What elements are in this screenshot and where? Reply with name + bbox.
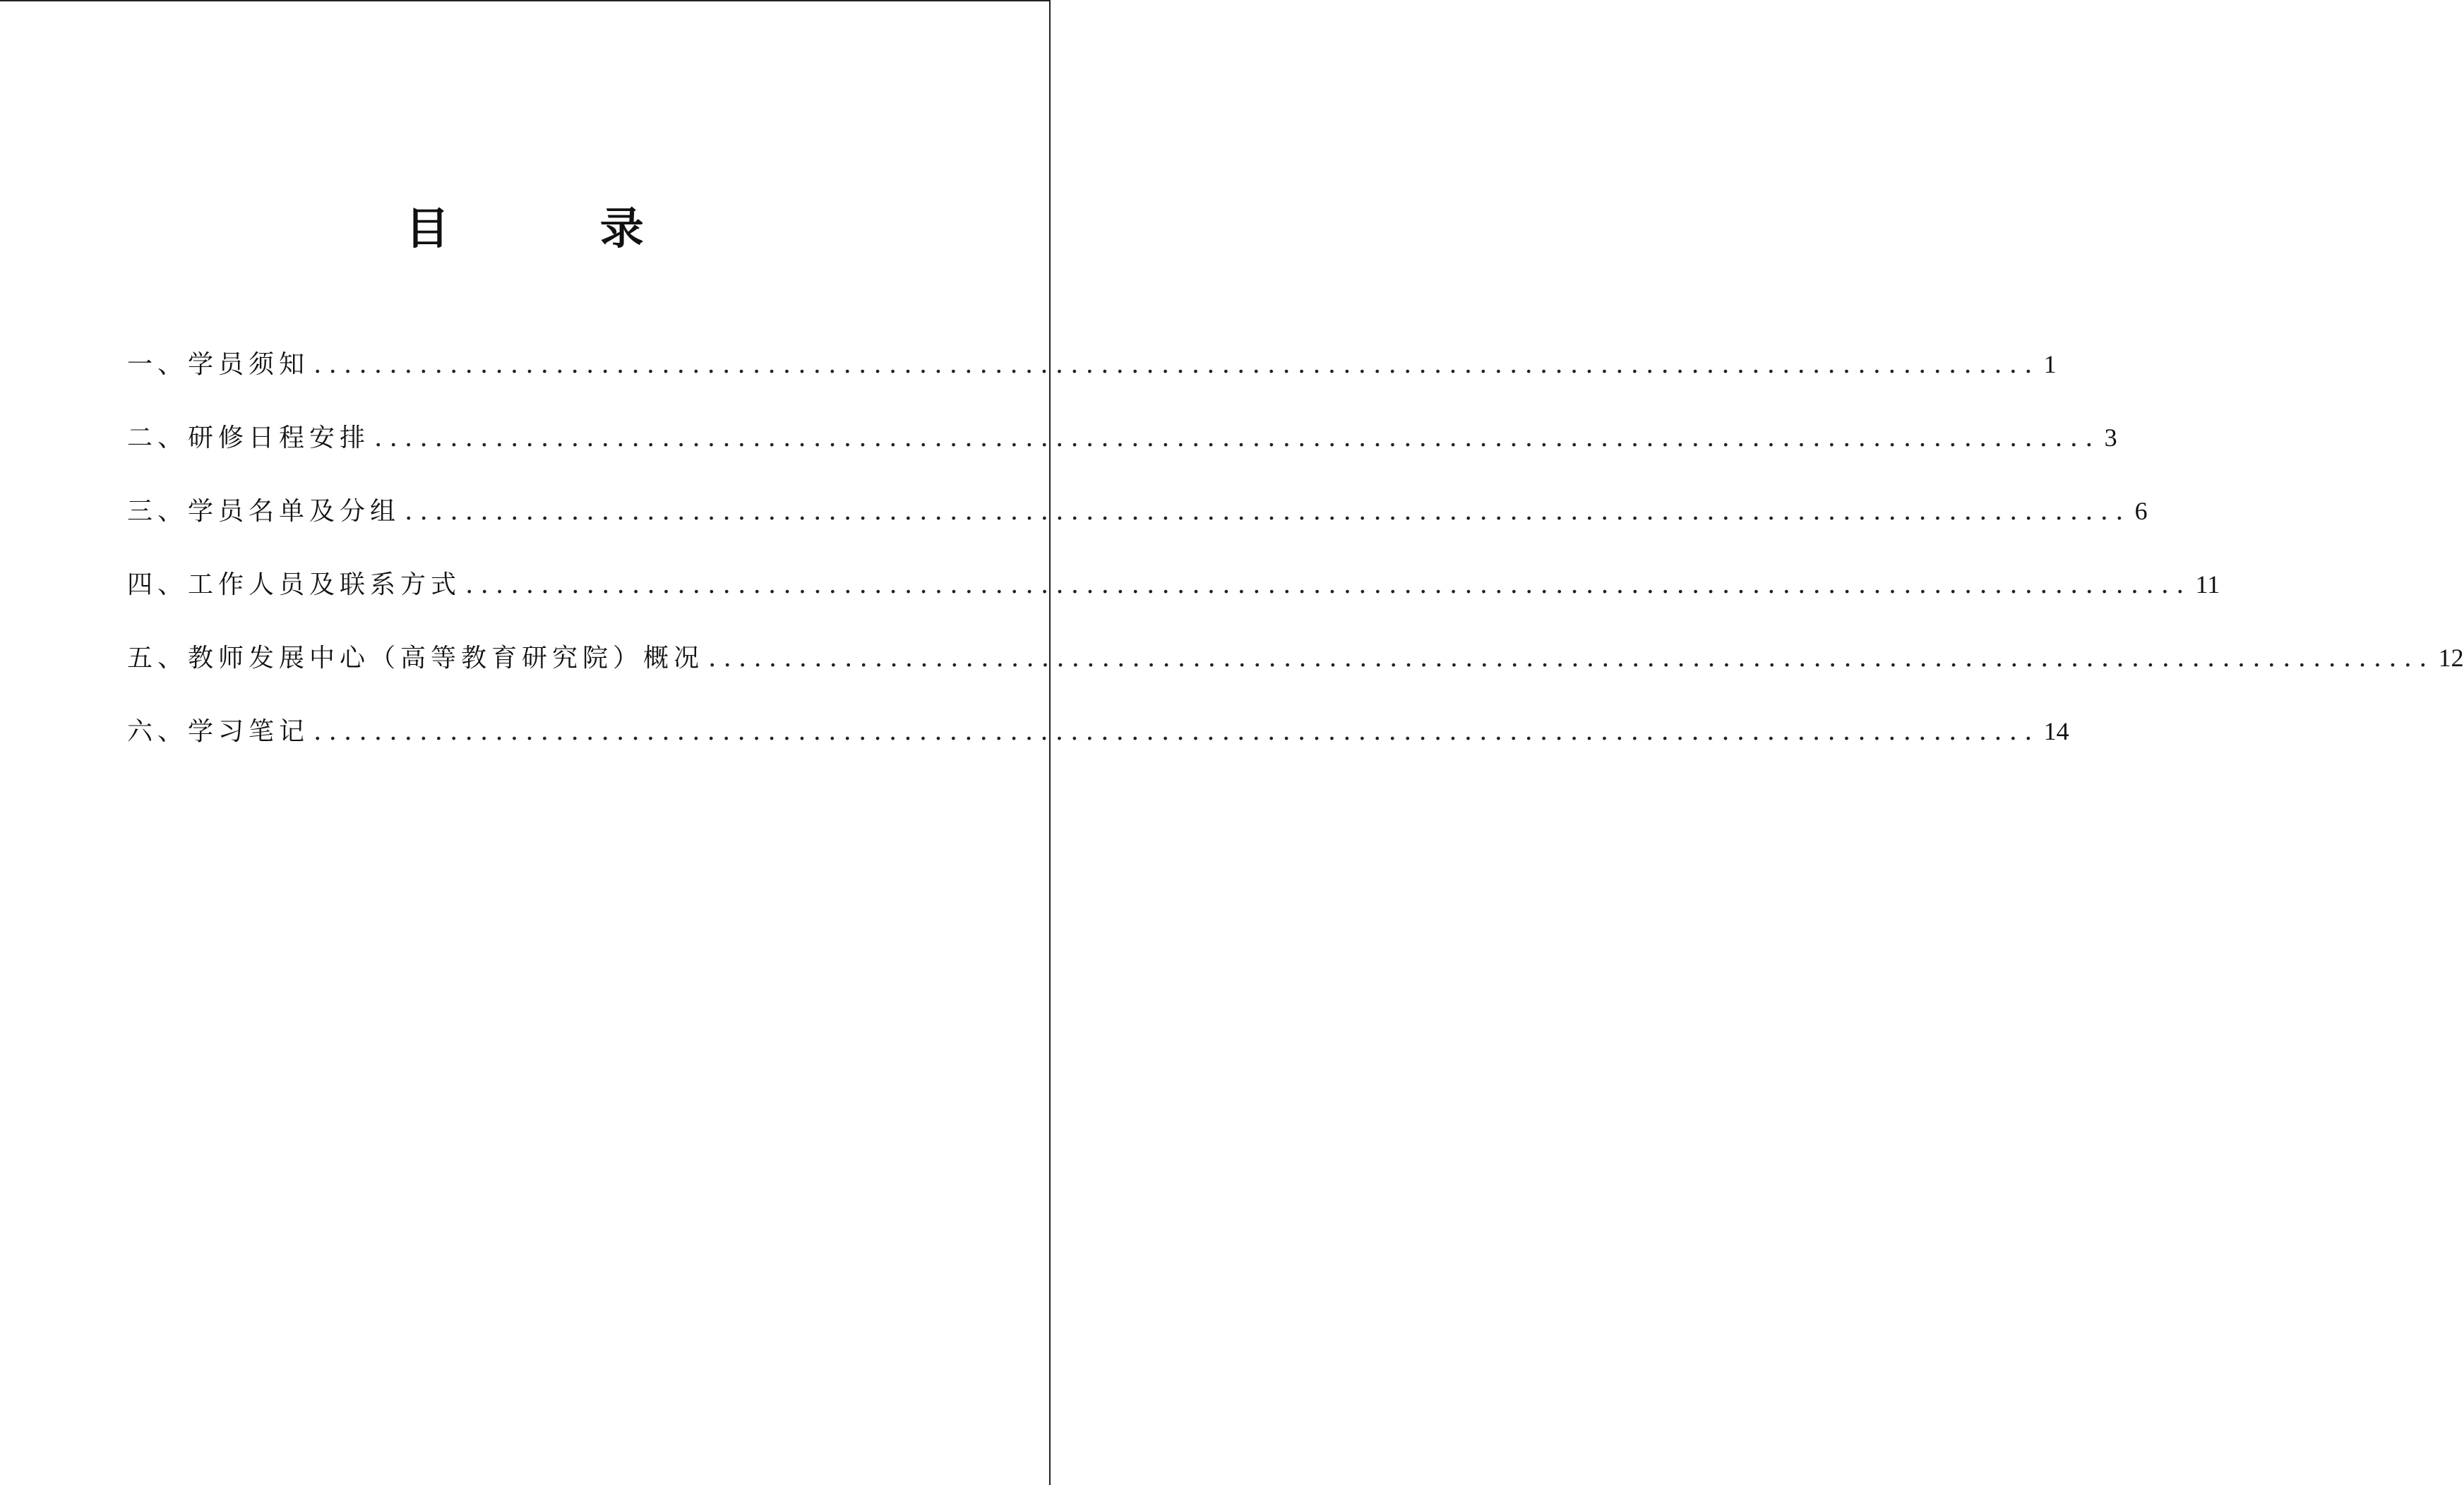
toc-entry-label: 一、学员须知: [127, 350, 310, 379]
toc-entry[interactable]: [127, 710, 2069, 783]
toc-entry-label: 五、教师发展中心（高等教育研究院）概况: [127, 644, 705, 673]
toc-entry[interactable]: [127, 343, 2057, 416]
toc-leader-dots: ..................................................................................................................: [405, 497, 2131, 526]
toc-entry-page-number: 1: [2043, 350, 2057, 378]
toc-entry-label: 三、学员名单及分组: [127, 497, 401, 526]
toc-entry[interactable]: [127, 563, 2220, 637]
toc-entry-label: 二、研修日程安排: [127, 423, 371, 452]
toc-leader-dots: ..................................................................................................................: [313, 717, 2040, 746]
toc-leader-dots: ..................................................................................................................: [374, 423, 2100, 452]
toc-entry-page-number: 14: [2043, 717, 2069, 745]
toc-leader-dots: ..................................................................................................................: [313, 350, 2040, 379]
toc-entry-page-number: 11: [2195, 570, 2220, 599]
toc-entry-page-number: 3: [2104, 423, 2117, 452]
toc-list: [127, 343, 2464, 783]
toc-entry[interactable]: [127, 637, 2464, 710]
toc-entry-label: 六、学习笔记: [127, 717, 310, 746]
toc-entry-page-number: 6: [2134, 497, 2148, 525]
toc-entry[interactable]: [127, 490, 2148, 563]
toc-entry-label: 四、工作人员及联系方式: [127, 570, 462, 599]
toc-title: 目 录: [405, 203, 712, 254]
toc-entry-page-number: 12: [2438, 644, 2464, 672]
toc-entry[interactable]: [127, 416, 2117, 490]
toc-leader-dots: ..................................................................................................................: [465, 570, 2191, 599]
toc-leader-dots: ..................................................................................................................: [708, 644, 2434, 673]
